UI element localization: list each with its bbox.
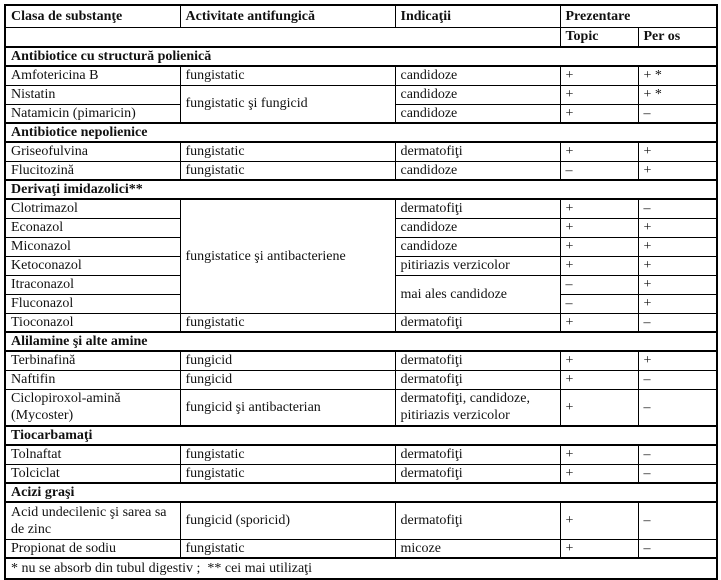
header-antifungal-activity: Activitate antifungică xyxy=(180,5,395,27)
per-os-cell: + xyxy=(638,256,717,275)
header-subrow xyxy=(5,27,717,47)
substance-cell: Tioconazol xyxy=(5,313,180,332)
activity-cell: fungicid xyxy=(180,351,395,370)
section-header-acizi-grasi xyxy=(5,483,717,502)
header-substance-class: Clasa de substanţe xyxy=(5,5,180,27)
table-row xyxy=(5,370,717,389)
substance-cell: Acid undecilenic şi sarea sa de zinc xyxy=(5,502,180,539)
substance-cell: Propionat de sodiu xyxy=(5,539,180,558)
per-os-cell: + * xyxy=(638,85,717,104)
activity-cell: fungistatic xyxy=(180,539,395,558)
per-os-cell: + xyxy=(638,161,717,180)
section-title: Antibiotice cu structură polienică xyxy=(5,47,717,66)
activity-cell: fungistatic xyxy=(180,142,395,161)
per-os-cell: – xyxy=(638,389,717,426)
section-header-polienice xyxy=(5,47,717,66)
indication-cell: micoze xyxy=(395,539,560,558)
activity-cell: fungicid (sporicid) xyxy=(180,502,395,539)
section-header-imidazolici xyxy=(5,180,717,199)
footnote: * nu se absorb din tubul digestiv ; ** cei mai utilizaţi xyxy=(5,558,717,579)
section-title: Acizi graşi xyxy=(5,483,717,502)
topic-cell: + xyxy=(560,502,638,539)
section-title: Alilamine şi alte amine xyxy=(5,332,717,351)
table-row xyxy=(5,313,717,332)
per-os-cell: + xyxy=(638,237,717,256)
indication-cell: dermatofiţi xyxy=(395,351,560,370)
table-row xyxy=(5,142,717,161)
substance-cell: Natamicin (pimaricin) xyxy=(5,104,180,123)
indication-cell: dermatofiţi xyxy=(395,464,560,483)
topic-cell: + xyxy=(560,142,638,161)
topic-cell: + xyxy=(560,66,638,85)
per-os-cell: + * xyxy=(638,66,717,85)
section-header-tiocarbamati xyxy=(5,426,717,445)
table-row xyxy=(5,351,717,370)
section-title: Tiocarbamaţi xyxy=(5,426,717,445)
footnote-row xyxy=(5,558,717,579)
header-per-os: Per os xyxy=(638,27,717,47)
activity-cell: fungicid şi antibacterian xyxy=(180,389,395,426)
topic-cell: + xyxy=(560,445,638,464)
activity-cell: fungistatic şi fungicid xyxy=(180,85,395,123)
section-header-nepolienice xyxy=(5,123,717,142)
activity-cell: fungistatic xyxy=(180,313,395,332)
activity-cell: fungistatic xyxy=(180,445,395,464)
substance-cell: Griseofulvina xyxy=(5,142,180,161)
indication-cell: pitiriazis verzicolor xyxy=(395,256,560,275)
table-row xyxy=(5,199,717,218)
substance-cell: Miconazol xyxy=(5,237,180,256)
table-row xyxy=(5,161,717,180)
header-topic: Topic xyxy=(560,27,638,47)
section-header-alilamine xyxy=(5,332,717,351)
indication-cell: dermatofiţi xyxy=(395,502,560,539)
topic-cell: + xyxy=(560,237,638,256)
indication-cell: dermatofiţi xyxy=(395,445,560,464)
section-title: Derivaţi imidazolici** xyxy=(5,180,717,199)
substance-cell: Econazol xyxy=(5,218,180,237)
indication-cell: dermatofiţi xyxy=(395,313,560,332)
table-row xyxy=(5,389,717,426)
per-os-cell: – xyxy=(638,464,717,483)
topic-cell: + xyxy=(560,351,638,370)
substance-cell: Tolciclat xyxy=(5,464,180,483)
indication-cell: candidoze xyxy=(395,237,560,256)
activity-cell: fungicid xyxy=(180,370,395,389)
substance-cell: Itraconazol xyxy=(5,275,180,294)
table-row xyxy=(5,445,717,464)
substance-cell: Flucitozină xyxy=(5,161,180,180)
topic-cell: + xyxy=(560,370,638,389)
table-row xyxy=(5,66,717,85)
activity-cell: fungistatic xyxy=(180,464,395,483)
topic-cell: + xyxy=(560,389,638,426)
topic-cell: – xyxy=(560,294,638,313)
header-indications: Indicaţii xyxy=(395,5,560,27)
section-title: Antibiotice nepolienice xyxy=(5,123,717,142)
topic-cell: + xyxy=(560,199,638,218)
header-row xyxy=(5,5,717,27)
per-os-cell: – xyxy=(638,445,717,464)
per-os-cell: – xyxy=(638,199,717,218)
per-os-cell: + xyxy=(638,218,717,237)
per-os-cell: + xyxy=(638,294,717,313)
indication-cell: candidoze xyxy=(395,85,560,104)
header-empty-cell xyxy=(5,27,560,47)
topic-cell: + xyxy=(560,218,638,237)
per-os-cell: + xyxy=(638,142,717,161)
antifungals-table xyxy=(4,4,718,580)
table-row xyxy=(5,539,717,558)
indication-cell: candidoze xyxy=(395,66,560,85)
indication-cell: candidoze xyxy=(395,218,560,237)
substance-cell: Ciclopiroxol-amină (Mycoster) xyxy=(5,389,180,426)
topic-cell: + xyxy=(560,313,638,332)
substance-cell: Amfotericina B xyxy=(5,66,180,85)
indication-cell: dermatofiţi xyxy=(395,370,560,389)
per-os-cell: – xyxy=(638,539,717,558)
activity-cell: fungistatic xyxy=(180,66,395,85)
substance-cell: Ketoconazol xyxy=(5,256,180,275)
substance-cell: Fluconazol xyxy=(5,294,180,313)
table-row xyxy=(5,464,717,483)
indication-cell: candidoze xyxy=(395,104,560,123)
topic-cell: – xyxy=(560,161,638,180)
substance-cell: Clotrimazol xyxy=(5,199,180,218)
activity-cell: fungistatice şi antibacteriene xyxy=(180,199,395,313)
per-os-cell: – xyxy=(638,502,717,539)
per-os-cell: – xyxy=(638,370,717,389)
substance-cell: Tolnaftat xyxy=(5,445,180,464)
indication-cell: dermatofiţi, candidoze, pitiriazis verzicolor xyxy=(395,389,560,426)
per-os-cell: + xyxy=(638,275,717,294)
topic-cell: + xyxy=(560,104,638,123)
indication-cell: dermatofiţi xyxy=(395,199,560,218)
indication-cell: mai ales candidoze xyxy=(395,275,560,313)
topic-cell: + xyxy=(560,464,638,483)
per-os-cell: + xyxy=(638,351,717,370)
substance-cell: Terbinafină xyxy=(5,351,180,370)
substance-cell: Naftifin xyxy=(5,370,180,389)
indication-cell: dermatofiţi xyxy=(395,142,560,161)
table-row xyxy=(5,85,717,104)
topic-cell: + xyxy=(560,85,638,104)
per-os-cell: – xyxy=(638,104,717,123)
table-row xyxy=(5,502,717,539)
header-presentation: Prezentare xyxy=(560,5,717,27)
topic-cell: – xyxy=(560,275,638,294)
indication-cell: candidoze xyxy=(395,161,560,180)
topic-cell: + xyxy=(560,539,638,558)
per-os-cell: – xyxy=(638,313,717,332)
substance-cell: Nistatin xyxy=(5,85,180,104)
topic-cell: + xyxy=(560,256,638,275)
activity-cell: fungistatic xyxy=(180,161,395,180)
